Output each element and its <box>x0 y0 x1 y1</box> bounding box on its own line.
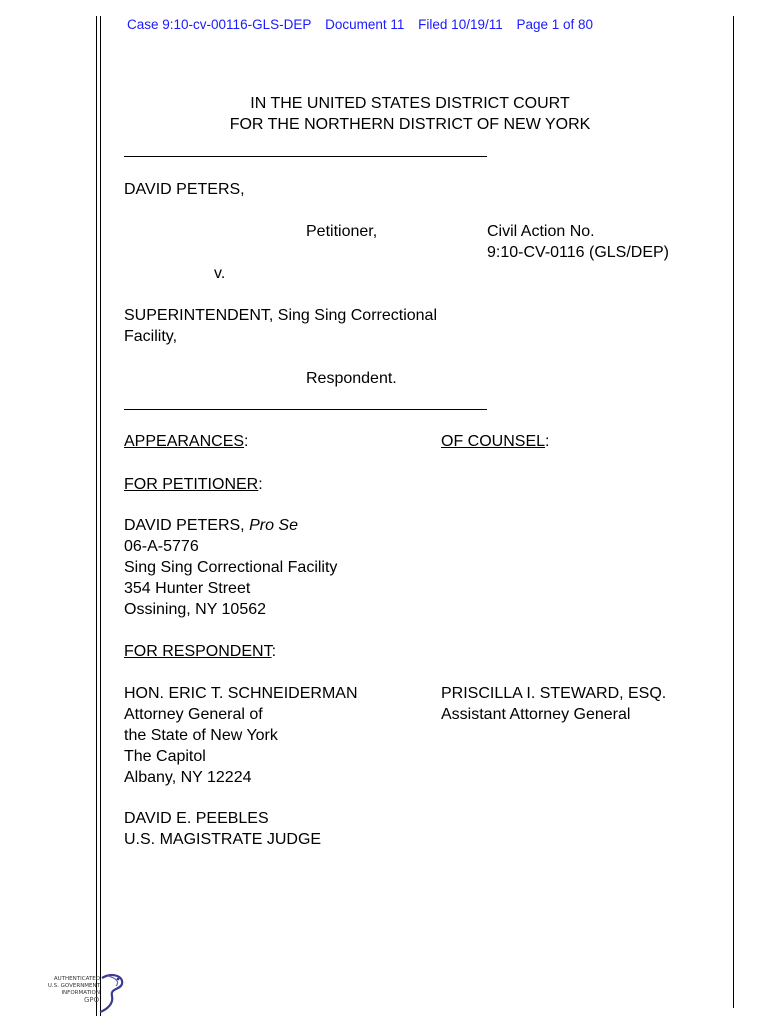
judge-name: DAVID E. PEEBLES <box>124 810 269 827</box>
gpo-logo-text: AUTHENTICATED U.S. GOVERNMENT INFORMATION <box>47 976 100 996</box>
civil-action-label: Civil Action No. <box>487 223 595 240</box>
judge-title: U.S. MAGISTRATE JUDGE <box>124 831 322 848</box>
court-title-line1: IN THE UNITED STATES DISTRICT COURT <box>250 95 570 112</box>
petitioner-street: 354 Hunter Street <box>124 580 251 597</box>
petitioner-name: DAVID PETERS, <box>124 181 245 198</box>
pro-se-label: Pro Se <box>249 517 298 534</box>
versus: v. <box>214 265 226 282</box>
for-petitioner-heading: FOR PETITIONER: <box>124 476 263 493</box>
header-page-count: Page 1 of 80 <box>516 17 594 32</box>
gpo-logo-label: GPO <box>84 996 100 1004</box>
respondent-attorney-line5: Albany, NY 12224 <box>124 769 252 786</box>
respondent-role: Respondent. <box>306 370 397 387</box>
court-title-line2: FOR THE NORTHERN DISTRICT OF NEW YORK <box>229 116 591 133</box>
caption-top-rule <box>124 156 487 157</box>
of-counsel-heading: OF COUNSEL: <box>441 433 550 450</box>
right-margin-rule <box>733 16 734 1008</box>
gpo-eagle-icon <box>98 972 128 1016</box>
respondent-name-line1: SUPERINTENDENT, Sing Sing Correctional <box>124 307 437 324</box>
header-document-number: Document 11 <box>325 17 405 32</box>
caption-bottom-rule <box>124 409 487 410</box>
respondent-counsel-title: Assistant Attorney General <box>441 706 631 723</box>
petitioner-inmate-id: 06-A-5776 <box>124 538 199 555</box>
respondent-counsel-name: PRISCILLA I. STEWARD, ESQ. <box>441 685 667 702</box>
ecf-header-stamp <box>127 17 603 32</box>
petitioner-facility: Sing Sing Correctional Facility <box>124 559 338 576</box>
respondent-attorney-line2: Attorney General of <box>124 706 263 723</box>
civil-action-number: 9:10-CV-0116 (GLS/DEP) <box>487 244 670 261</box>
petitioner-city: Ossining, NY 10562 <box>124 601 267 618</box>
petitioner-role: Petitioner, <box>306 223 378 240</box>
header-filed-date: Filed 10/19/11 <box>418 17 503 32</box>
gpo-authentication-logo <box>44 972 134 1016</box>
left-margin-rule-inner <box>100 16 101 1016</box>
appearances-heading: APPEARANCES: <box>124 433 249 450</box>
respondent-attorney-line3: the State of New York <box>124 727 278 744</box>
respondent-attorney-line4: The Capitol <box>124 748 206 765</box>
left-margin-rule-outer <box>96 16 97 1016</box>
header-case-number: Case 9:10-cv-00116-GLS-DEP <box>127 17 312 32</box>
respondent-attorney-line1: HON. ERIC T. SCHNEIDERMAN <box>124 685 358 702</box>
for-respondent-heading: FOR RESPONDENT: <box>124 643 277 660</box>
respondent-name-line2: Facility, <box>124 328 178 345</box>
petitioner-appearance-name: DAVID PETERS, Pro Se <box>124 517 298 534</box>
